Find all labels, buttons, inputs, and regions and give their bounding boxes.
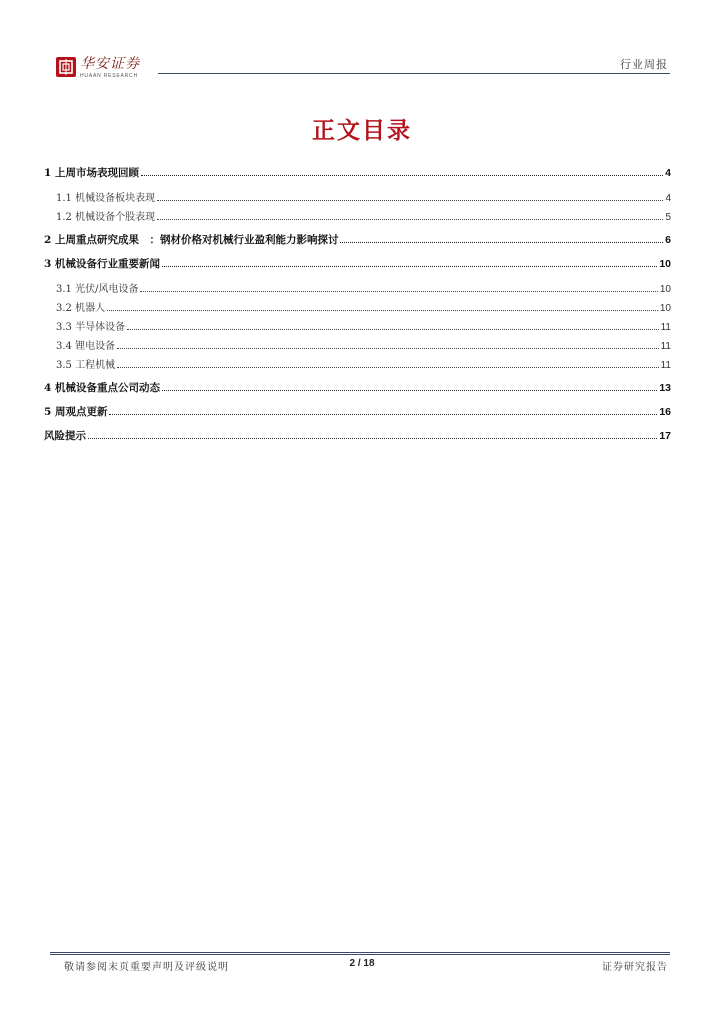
toc-entry[interactable] [44, 232, 671, 251]
toc-entry-page: 10 [659, 284, 671, 295]
toc-dot-leader [117, 347, 659, 349]
toc-entry[interactable] [44, 208, 671, 227]
toc-entry-page: 16 [659, 406, 671, 418]
toc-entry-page: 10 [659, 258, 671, 270]
toc-entry-title: 风险提示 [44, 430, 86, 442]
toc-dot-leader [88, 437, 657, 439]
toc-entry-title: 5 周观点更新 [44, 406, 108, 418]
toc-dot-leader [141, 174, 663, 176]
footer-divider-secondary [50, 954, 670, 955]
page-title: 正文目录 [312, 117, 412, 144]
toc-entry-title: 3.2 机器人 [56, 303, 106, 314]
toc-entry-title: 1.1 机械设备板块表现 [56, 193, 156, 204]
toc-entry-title: 3 机械设备行业重要新闻 [44, 258, 160, 270]
toc-entry[interactable] [44, 280, 671, 299]
footer-report-type: 证券研究报告 [602, 962, 668, 973]
toc-entry-title: 3.1 光伏/风电设备 [56, 284, 139, 295]
toc-entry[interactable] [44, 299, 671, 318]
toc-entry-title: 4 机械设备重点公司动态 [44, 382, 160, 394]
toc-entry[interactable] [44, 318, 671, 337]
toc-entry-title: 3.5 工程机械 [56, 360, 116, 371]
logo-text [80, 57, 140, 79]
toc-entry-page: 17 [659, 430, 671, 442]
toc-entry-title: 1.2 机械设备个股表现 [56, 212, 156, 223]
toc-entry-title: 1 上周市场表现回顾 [44, 167, 139, 179]
footer-divider [50, 952, 670, 953]
toc-dot-leader [157, 199, 663, 201]
toc-entry-title: 3.3 半导体设备 [56, 322, 126, 333]
logo-name-cn: 华安证券 [80, 56, 140, 72]
header-divider [158, 73, 670, 74]
table-of-contents [44, 165, 671, 447]
toc-entry[interactable] [44, 356, 671, 375]
page-header [0, 0, 724, 90]
toc-entry-page: 10 [659, 303, 671, 314]
toc-dot-leader [127, 328, 659, 330]
footer-disclaimer: 敬请参阅末页重要声明及评级说明 [64, 962, 229, 973]
toc-dot-leader [140, 290, 657, 292]
toc-entry[interactable] [44, 165, 671, 184]
report-type-label: 行业周报 [620, 58, 668, 71]
toc-entry-page: 4 [665, 193, 671, 204]
toc-entry-page: 11 [660, 341, 671, 352]
toc-entry[interactable] [44, 404, 671, 423]
toc-entry[interactable] [44, 428, 671, 447]
toc-entry-title: 2 上周重点研究成果 ：钢材价格对机械行业盈利能力影响探讨 [44, 234, 339, 246]
toc-entry-title: 3.4 锂电设备 [56, 341, 116, 352]
toc-dot-leader [109, 413, 657, 415]
toc-dot-leader [157, 218, 663, 220]
toc-entry[interactable] [44, 256, 671, 275]
logo-seal-icon [56, 57, 76, 77]
toc-entry-page: 4 [665, 167, 671, 179]
toc-dot-leader [162, 265, 657, 267]
page-number: 2 / 18 [349, 958, 375, 969]
toc-dot-leader [117, 366, 659, 368]
toc-dot-leader [340, 241, 663, 243]
company-logo [56, 57, 140, 79]
toc-entry-page: 5 [665, 212, 671, 223]
toc-entry-page: 11 [660, 322, 671, 333]
toc-entry-page: 11 [660, 360, 671, 371]
toc-entry[interactable] [44, 189, 671, 208]
toc-entry-page: 13 [659, 382, 671, 394]
logo-name-en: HUAAN RESEARCH [80, 73, 138, 79]
toc-dot-leader [107, 309, 658, 311]
toc-dot-leader [162, 389, 657, 391]
toc-entry[interactable] [44, 380, 671, 399]
toc-entry[interactable] [44, 337, 671, 356]
toc-entry-page: 6 [665, 234, 671, 246]
